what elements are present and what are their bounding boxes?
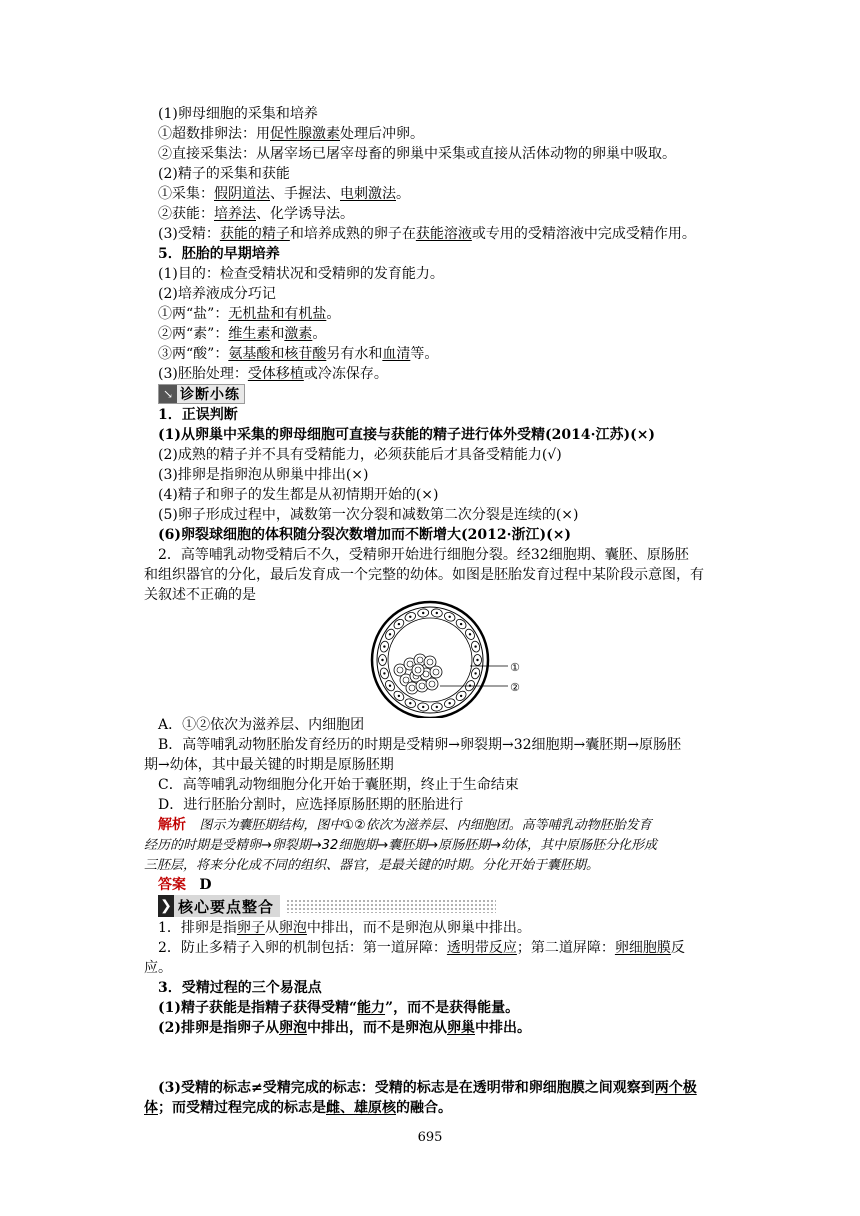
- line-text: ①采集：: [158, 186, 214, 202]
- cell-nucleus: [469, 633, 471, 635]
- cell-nucleus: [381, 659, 383, 661]
- cell-nucleus: [449, 616, 451, 618]
- underlined-term: 获能的精子: [219, 226, 290, 242]
- cell-nucleus: [398, 623, 400, 625]
- text-line: [158, 1078, 697, 1098]
- line-text: (1)从卵巢中采集的卵母细胞可直接与获能的精子进行体外受精(2014·江苏)(×): [158, 427, 656, 443]
- text-line: [158, 998, 519, 1018]
- blastocyst-figure: [360, 600, 530, 718]
- question-text: [144, 565, 704, 585]
- line-text: 或专用的受精溶液中完成受精作用。: [471, 226, 696, 242]
- line-text: 和组织器官的分化，最后发育成一个完整的幼体。如图是胚胎发育过程中某阶段示意图，有: [144, 567, 704, 583]
- line-text: 关叙述不正确的是: [144, 587, 256, 603]
- line-text: (5)卵子形成过程中，减数第一次分裂和减数第二次分裂是连续的(×): [158, 507, 579, 523]
- section-heading: [158, 244, 280, 264]
- line-text: (2)培养液成分巧记: [158, 286, 276, 302]
- option-c: [158, 775, 519, 795]
- dotted-rule: [286, 899, 496, 913]
- text-line: [158, 918, 531, 938]
- core-banner-label: 核心要点整合: [178, 897, 275, 916]
- cell-nucleus: [474, 672, 476, 674]
- line-text: 和培养成熟的卵子在: [289, 226, 416, 242]
- line-text: B．高等哺乳动物胚胎发育经历的时期是受精卵→卵裂期→32细胞期→囊胚期→原肠胚: [158, 737, 682, 753]
- line-text: 1．排卵是指: [158, 920, 237, 936]
- text-line: [144, 1098, 452, 1118]
- line-text: (2)精子的采集和获能: [158, 166, 290, 182]
- line-text: (1)目的：检查受精状况和受精卵的发育能力。: [158, 266, 444, 282]
- underlined-term: 卵子: [236, 920, 265, 936]
- underlined-term: 氨基酸和核苷酸: [228, 346, 327, 362]
- cell-nucleus: [460, 623, 462, 625]
- line-text: 图示为囊胚期结构，图中①②依次为滋养层、内细胞团。高等哺乳动物胚胎发育: [199, 818, 652, 833]
- underlined-term: 能力: [357, 1000, 386, 1016]
- line-text: (3)受精：: [158, 226, 220, 242]
- line-text: ”，而不是获得能量。: [385, 1000, 520, 1016]
- cell-nucleus: [422, 612, 424, 614]
- option-b: [158, 735, 681, 755]
- underlined-term: 卵巢: [447, 1020, 475, 1036]
- line-text: 期→幼体，其中最关键的时期是原肠胚期: [144, 757, 394, 773]
- text-line: [158, 144, 676, 164]
- diagnosis-banner-label: 诊断小练: [180, 387, 240, 403]
- answer-label: 答案: [158, 877, 186, 893]
- option-b-cont: [144, 755, 394, 775]
- line-text: 从: [264, 920, 279, 936]
- question-text: [158, 545, 689, 565]
- line-text: ①超数排卵法：用: [158, 126, 270, 142]
- underlined-term: 获能溶液: [415, 226, 472, 242]
- inner-cell: [426, 678, 438, 690]
- cell-nucleus: [460, 695, 462, 697]
- text-line: [158, 304, 340, 324]
- text-line: [158, 224, 696, 244]
- line-text: ①两“盐”：: [158, 306, 229, 322]
- line-text: 。: [396, 186, 410, 202]
- analysis-label: 解析: [158, 817, 186, 833]
- underlined-term: 培养法: [214, 206, 256, 222]
- line-text: 中排出，而不是卵泡从卵巢中排出。: [306, 920, 531, 936]
- line-text: 另有水和: [326, 346, 383, 362]
- analysis-line: [144, 835, 657, 855]
- cell-nucleus: [422, 706, 424, 708]
- underlined-term: 受体移植: [247, 366, 304, 382]
- line-text: 、手握法、: [270, 186, 340, 202]
- diagnosis-banner-box: [158, 384, 245, 404]
- judgment-item: [158, 525, 571, 545]
- line-text: 应。: [144, 960, 172, 976]
- cell-nucleus: [409, 702, 411, 704]
- diagnosis-banner: [158, 384, 245, 404]
- line-text: C．高等哺乳动物细胞分化开始于囊胚期，终止于生命结束: [158, 777, 519, 793]
- line-text: 的融合。: [396, 1100, 452, 1116]
- text-line: [158, 164, 290, 184]
- line-text: ②直接采集法：从屠宰场已屠宰母畜的卵巢中采集或直接从活体动物的卵巢中吸取。: [158, 146, 676, 162]
- line-text: ；而受精过程完成的标志是: [158, 1100, 326, 1116]
- page-number: 695: [417, 1130, 443, 1145]
- text-line: [158, 938, 685, 958]
- line-text: (2)排卵是指卵子从: [158, 1020, 279, 1036]
- underlined-term: 血清: [382, 346, 411, 362]
- underlined-term: 激素: [284, 326, 313, 342]
- cell-nucleus: [476, 659, 478, 661]
- line-text: 等。: [410, 346, 439, 362]
- figure-label-1: ①: [510, 661, 520, 674]
- option-a: [158, 715, 364, 735]
- underlined-term: 卵泡: [278, 920, 307, 936]
- line-text: 三胚层，将来分化成不同的组织、器官，是最关键的时期。分化开始于囊胚期。: [144, 858, 600, 873]
- judgment-item: [158, 485, 438, 505]
- line-text: (3)胚胎处理：: [158, 366, 248, 382]
- judgment-item: [158, 425, 655, 445]
- text-line: [158, 204, 354, 224]
- line-text: 、化学诱导法。: [256, 206, 354, 222]
- cell-nucleus: [436, 612, 438, 614]
- option-d: [158, 795, 463, 815]
- line-text: (6)卵裂球细胞的体积随分裂次数增加而不断增大(2012·浙江)(×): [158, 527, 572, 543]
- judgment-item: [158, 445, 562, 465]
- figure-label-2: ②: [510, 681, 520, 694]
- line-text: ②两“素”：: [158, 326, 229, 342]
- line-text: (1)精子获能是指精子获得受精“: [158, 1000, 358, 1016]
- text-line: [158, 284, 276, 304]
- underlined-term: 维生素: [228, 326, 271, 342]
- cell-nucleus: [383, 672, 385, 674]
- underlined-term: 卵细胞膜: [614, 940, 671, 956]
- underlined-term: 体: [144, 1100, 158, 1116]
- line-text: 中排出，而不是卵泡从: [307, 1020, 447, 1036]
- line-text: 。: [326, 306, 341, 322]
- underlined-term: 无机盐和有机盐: [228, 306, 327, 322]
- cell-nucleus: [389, 633, 391, 635]
- line-text: (3)排卵是指卵泡从卵巢中排出(×): [158, 467, 369, 483]
- answer-line: [158, 875, 212, 895]
- cell-nucleus: [474, 645, 476, 647]
- line-text: 或冷冻保存。: [303, 366, 388, 382]
- answer-value: D: [199, 877, 212, 893]
- line-text: (3)受精的标志≠受精完成的标志：受精的标志是在透明带和卵细胞膜之间观察到: [158, 1080, 655, 1096]
- line-text: 和: [270, 326, 285, 342]
- line-text: 中排出。: [475, 1020, 531, 1036]
- underlined-term: 电刺激法: [340, 186, 396, 202]
- text-line: [158, 344, 438, 364]
- underlined-term: 促性腺激素: [270, 126, 340, 142]
- line-text: ②获能：: [158, 206, 214, 222]
- line-text: 5．胚胎的早期培养: [158, 246, 280, 262]
- line-text: (4)精子和卵子的发生都是从初情期开始的(×): [158, 487, 439, 503]
- underlined-term: 假阴道法: [214, 186, 270, 202]
- cell-nucleus: [449, 702, 451, 704]
- text-line: [158, 264, 444, 284]
- line-text: D．进行胚胎分割时，应选择原肠胚期的胚胎进行: [158, 797, 464, 813]
- line-text: (1)卵母细胞的采集和培养: [158, 106, 318, 122]
- core-banner: [158, 894, 496, 918]
- question-text: [144, 585, 256, 605]
- underlined-term: 两个极: [654, 1080, 697, 1096]
- text-line: [158, 1018, 531, 1038]
- cell-nucleus: [383, 645, 385, 647]
- core-banner-box: [158, 895, 280, 917]
- line-text: A．①②依次为滋养层、内细胞团: [158, 717, 365, 733]
- underlined-term: 透明带反应: [446, 940, 517, 956]
- inner-cell: [430, 666, 442, 678]
- line-text: ③两“酸”：: [158, 346, 229, 362]
- line-text: 反: [670, 940, 685, 956]
- analysis-line: [144, 855, 599, 875]
- underlined-term: 卵泡: [279, 1020, 307, 1036]
- question-heading: [158, 405, 238, 425]
- text-line: [158, 104, 318, 124]
- text-line: [158, 184, 410, 204]
- text-line: [144, 958, 172, 978]
- text-line: [158, 124, 424, 144]
- line-text: ；第二道屏障：: [516, 940, 615, 956]
- judgment-item: [158, 465, 369, 485]
- line-text: 处理后冲卵。: [340, 126, 424, 142]
- analysis-line: [158, 815, 652, 835]
- cell-nucleus: [436, 706, 438, 708]
- cell-nucleus: [398, 695, 400, 697]
- section-heading: [158, 978, 322, 998]
- text-line: [158, 324, 326, 344]
- line-text: 3．受精过程的三个易混点: [158, 980, 322, 996]
- text-line: [158, 364, 388, 384]
- line-text: 经历的时期是受精卵→卵裂期→32细胞期→囊胚期→原肠胚期→幼体，其中原肠胚分化形成: [144, 838, 658, 853]
- line-text: 1．正误判断: [158, 407, 238, 423]
- line-text: 。: [312, 326, 327, 342]
- underlined-term: 雌、雄原核: [326, 1100, 396, 1116]
- cell-nucleus: [409, 616, 411, 618]
- chevron-right-icon: ❯: [158, 895, 174, 917]
- inner-cell: [412, 664, 424, 676]
- line-text: 2．高等哺乳动物受精后不久，受精卵开始进行细胞分裂。经32细胞期、囊胚、原肠胚: [158, 547, 689, 563]
- judgment-item: [158, 505, 578, 525]
- arrow-icon: ↘: [159, 385, 177, 403]
- line-text: (2)成熟的精子并不具有受精能力，必须获能后才具备受精能力(√): [158, 447, 562, 463]
- line-text: 2．防止多精子入卵的机制包括：第一道屏障：: [158, 940, 447, 956]
- cell-nucleus: [389, 685, 391, 687]
